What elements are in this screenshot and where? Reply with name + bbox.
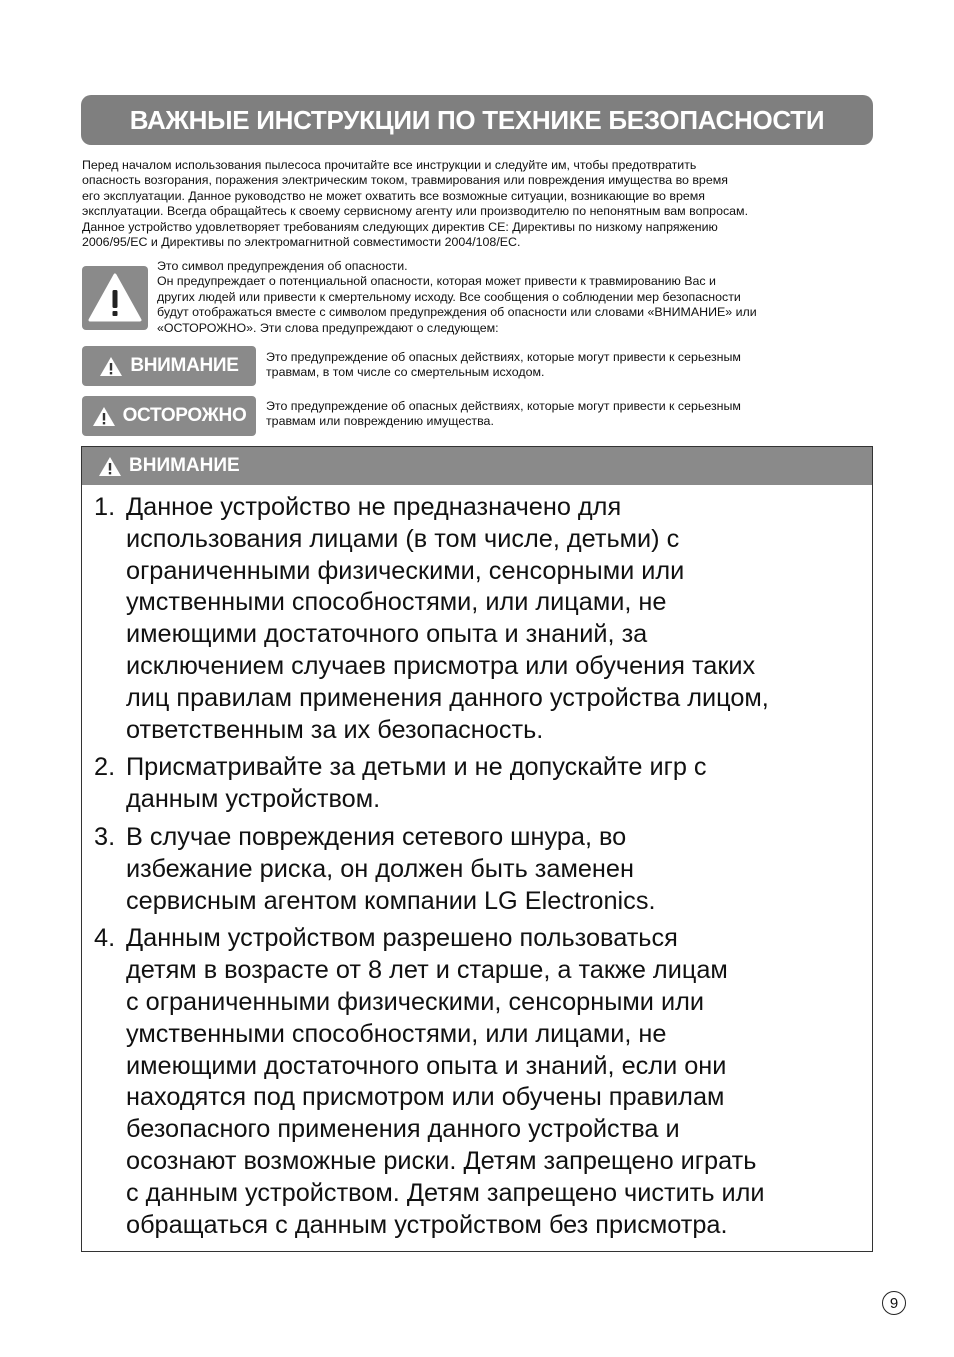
warning-label-text: ВНИМАНИЕ <box>130 355 239 376</box>
item-line: обращаться с данным устройством без присмотра. <box>126 1210 728 1239</box>
intro-line: эксплуатации. Всегда обращайтесь к своему сервисному агенту или производителю по непонятным вам вопросам. <box>82 204 749 219</box>
intro-line: 2006/95/EC и Директивы по электромагнитной совместимости 2004/108/EC. <box>82 235 521 250</box>
page-title: ВАЖНЫЕ ИНСТРУКЦИИ ПО ТЕХНИКЕ БЕЗОПАСНОСТИ <box>129 104 825 135</box>
warning-panel-header <box>82 447 872 485</box>
caution-label-description <box>266 399 866 430</box>
description-line: Это предупреждение об опасных действиях, которые могут привести к серьезным <box>266 399 741 413</box>
intro-paragraph <box>82 158 882 250</box>
title-bar <box>81 95 873 145</box>
hazard-symbol-description <box>157 259 877 336</box>
item-line: имеющими достаточного опыта и знаний, если они <box>126 1051 727 1080</box>
warning-label-description <box>266 350 866 381</box>
caution-label-text: ОСТОРОЖНО <box>122 405 247 426</box>
warning-triangle-icon <box>99 356 123 377</box>
description-line: травмам, в том числе со смертельным исходом. <box>266 365 545 380</box>
item-line: ограниченными физическими, сенсорными или <box>126 556 685 585</box>
item-number: 3. <box>94 822 116 851</box>
list-item <box>94 752 769 816</box>
item-line: детям в возрасте от 8 лет и старше, а также лицам <box>126 956 728 985</box>
item-line: находятся под присмотром или обучены правилам <box>126 1083 725 1112</box>
item-number: 2. <box>94 753 116 782</box>
hazard-symbol-box <box>82 266 148 330</box>
item-line: ответственным за их безопасность. <box>126 715 544 744</box>
intro-line: Перед началом использования пылесоса прочитайте все инструкции и следуйте им, чтобы предотвратить <box>82 158 697 172</box>
item-line: избежание риска, он должен быть заменен <box>126 854 634 883</box>
list-item <box>94 822 769 917</box>
item-line: лиц правилам применения данного устройства лицом, <box>126 683 769 712</box>
page-number-text: 9 <box>889 1294 899 1312</box>
list-item <box>94 923 769 1241</box>
warning-triangle-icon <box>98 456 122 477</box>
item-line: умственными способностями, или лицами, не <box>126 1019 667 1048</box>
symbol-line: «ОСТОРОЖНО». Эти слова предупреждают о следующем: <box>157 320 499 335</box>
item-line: В случае повреждения сетевого шнура, во <box>126 822 627 851</box>
symbol-line: других людей или привести к смертельному исходу. Все сообщения о соблюдении мер безопасности <box>157 289 741 304</box>
item-line: использования лицами (в том числе, детьми) с <box>126 524 680 553</box>
item-text <box>126 822 656 917</box>
warning-triangle-icon <box>92 406 116 427</box>
warning-panel-title: ВНИМАНИЕ <box>129 455 240 476</box>
item-line: Данное устройство не предназначено для <box>126 493 622 521</box>
symbol-line: будут отображаться вместе с символом предупреждения об опасности или словами «ВНИМАНИЕ» или <box>157 305 757 320</box>
symbol-line: Это символ предупреждения об опасности. <box>157 259 408 273</box>
item-text <box>126 752 707 816</box>
item-line: осознают возможные риски. Детям запрещено играть <box>126 1146 757 1175</box>
warning-label-badge <box>82 346 256 386</box>
item-text <box>126 492 769 746</box>
warning-list <box>94 492 769 1247</box>
item-line: с данным устройством. Детям запрещено чистить или <box>126 1178 765 1207</box>
item-line: с ограниченными физическими, сенсорными или <box>126 987 704 1016</box>
item-text <box>126 923 765 1241</box>
list-item <box>94 492 769 746</box>
caution-label-badge <box>82 396 256 436</box>
description-line: Это предупреждение об опасных действиях, которые могут привести к серьезным <box>266 350 741 364</box>
item-line: имеющими достаточного опыта и знаний, за <box>126 620 648 649</box>
item-line: безопасного применения данного устройства и <box>126 1115 680 1144</box>
warning-panel <box>81 446 873 1252</box>
item-number: 1. <box>94 493 116 521</box>
warning-triangle-icon <box>86 270 144 326</box>
intro-line: Данное устройство удовлетворяет требованиям следующих директив CE: Директивы по низкому напряжению <box>82 219 718 234</box>
item-line: Присматривайте за детьми и не допускайте игр с <box>126 753 707 782</box>
symbol-line: Он предупреждает о потенциальной опасности, которая может привести к травмированию Вас и <box>157 274 716 289</box>
item-line: Данным устройством разрешено пользоваться <box>126 924 678 953</box>
item-line: данным устройством. <box>126 785 381 814</box>
item-line: исключением случаев присмотра или обучения таких <box>126 651 756 680</box>
intro-line: его эксплуатации. Данное руководство не может охватить все возможные ситуации, возникающие во время <box>82 188 705 203</box>
description-line: травмам или повреждению имущества. <box>266 414 494 429</box>
item-line: умственными способностями, или лицами, не <box>126 588 667 617</box>
item-line: сервисным агентом компании LG Electronics. <box>126 886 656 915</box>
item-number: 4. <box>94 924 116 953</box>
page-number <box>882 1291 906 1315</box>
intro-line: опасность возгорания, поражения электрическим током, травмирования или повреждения имущества во время <box>82 173 728 188</box>
